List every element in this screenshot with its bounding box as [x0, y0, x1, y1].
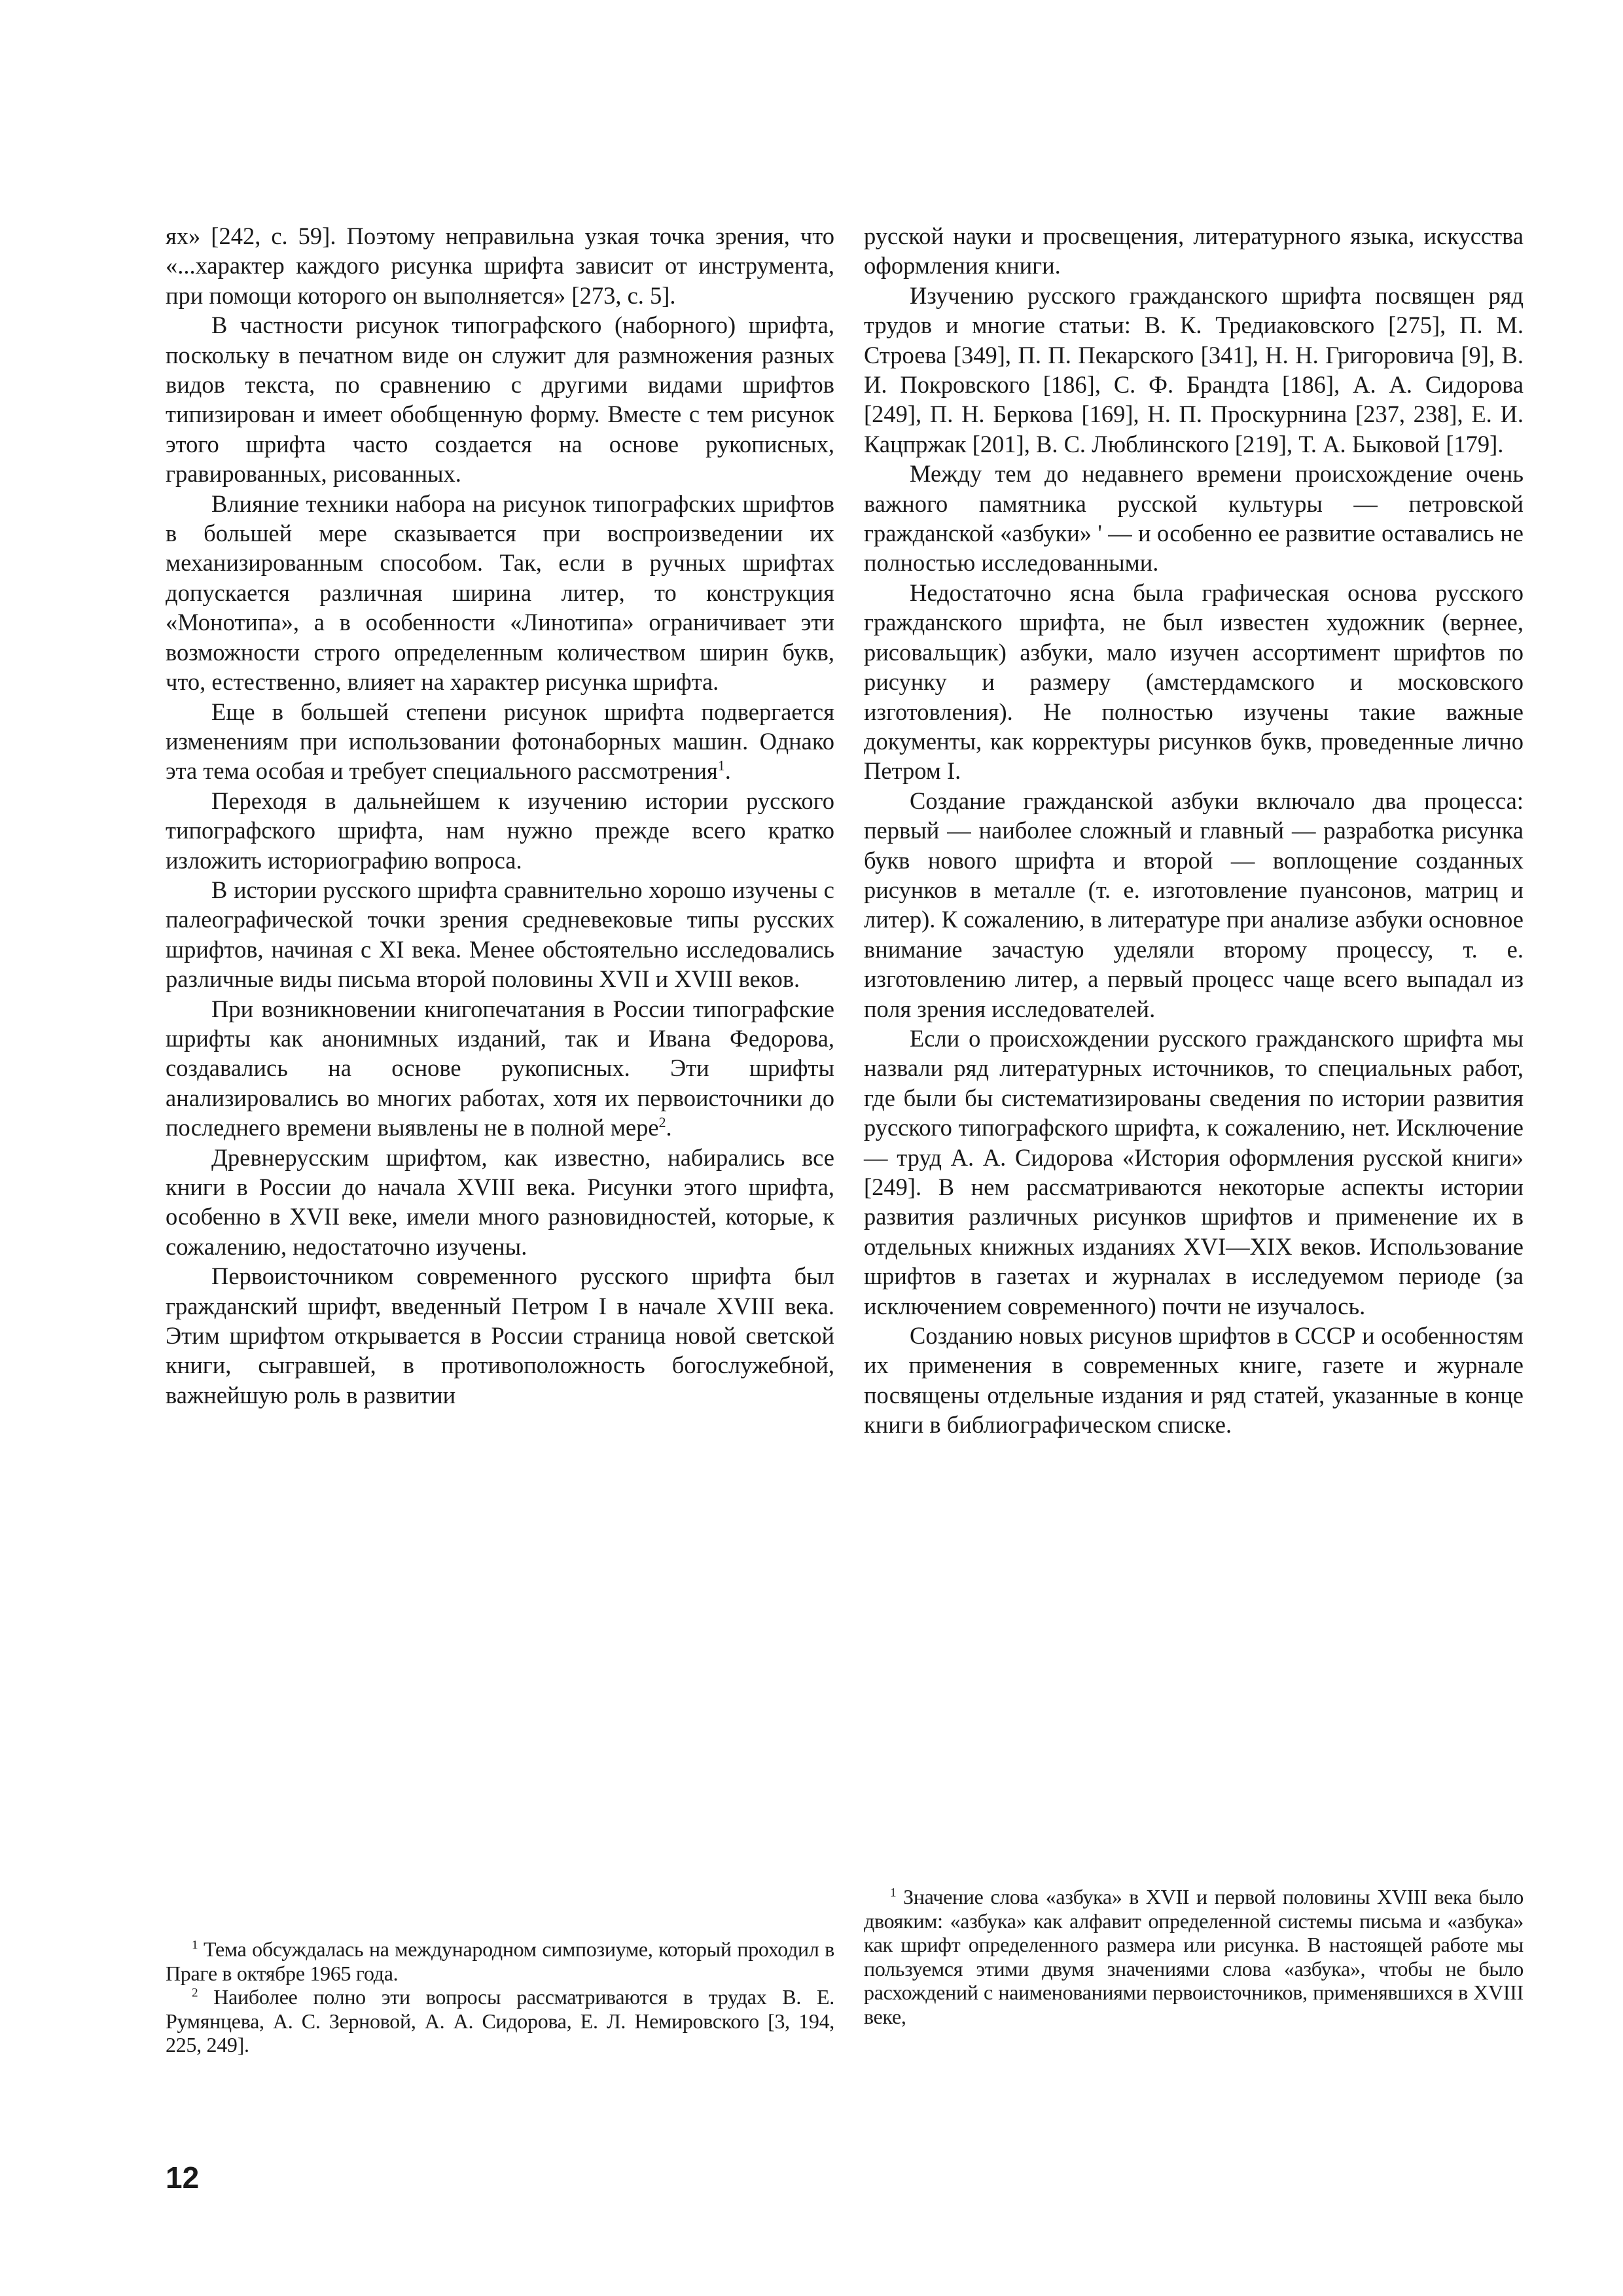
- paragraph: Создание гражданской азбуки включало два процесса: первый — наиболее сложный и главный — разработка рисунка букв нового шрифта и второй — воплощение созданных рисунков в металле (т. е. изготовление пуансонов, матриц и литер). К сожалению, в литературе при анализе азбуки основное внимание зачастую уделяли второму процессу, т. е. изготовлению литер, а первый процесс чаще всего выпадал из поля зрения исследователей.: [864, 787, 1524, 1022]
- paragraph: Древнерусским шрифтом, как известно, набирались все книги в России до начала XVIII века. Рисунки этого шрифта, особенно в XVII веке, имели много разновидностей, которые, к сожалению, недостаточно изучены.: [166, 1143, 834, 1260]
- paragraph: русской науки и просвещения, литературного языка, искусства оформления книги.: [864, 223, 1524, 279]
- footnote: [864, 1885, 1524, 2028]
- paragraph: Созданию новых рисунов шрифтов в СССР и особенностям их применения в современных книге, газете и журнале посвящены отдельные издания и ряд статей, указанные в конце книги в библиографическом списке.: [864, 1322, 1524, 1439]
- footnote-right: [864, 1885, 1524, 2028]
- paragraph-text: При возникновении книгопечатания в России типографские шрифты как анонимных изданий, так и Ивана Федорова, создавались на основе рукописных. Эти шрифты анализировались во многих работах, хотя их первоисточники до последнего времени выявлены не в полной мере: [166, 995, 834, 1141]
- paragraph: Изучению русского гражданского шрифта посвящен ряд трудов и многие статьи: В. К. Тредиаковского [275], П. М. Строева [349], П. П. Пекарского [341], Н. Н. Григоровича [9], В. И. Покровского [186], С. Ф. Брандта [186], А. А. Сидорова [249], П. Н. Беркова [169], Н. П. Проскурнина [237, 238], Е. И. Кацпржак [201], В. С. Люблинского [219], Т. А. Быковой [179].: [864, 281, 1524, 457]
- paragraph: Если о происхождении русского гражданского шрифта мы назвали ряд литературных источников, то специальных работ, где были бы систематизированы сведения по истории развития русского типографского шрифта, к сожалению, нет. Исключение — труд А. А. Сидорова «История оформления русской книги» [249]. В нем рассматриваются некоторые аспекты истории развития различных рисунков шрифтов и применение их в отдельных книжных изданиях XVI—XIX веков. Использование шрифтов в газетах и журналах в исследуемом периоде (за исключением современного) почти не изучалось.: [864, 1024, 1524, 1319]
- paragraph: Переходя в дальнейшем к изучению истории русского типографского шрифта, нам нужно прежде всего кратко изложить историографию вопроса.: [166, 787, 834, 874]
- paragraph-text: Еще в большей степени рисунок шрифта подвергается изменениям при использовании фотонаборных машин. Однако эта тема особая и требует специального рассмотрения: [166, 698, 834, 785]
- footnote: [166, 1985, 834, 2057]
- footnote-ref: 2: [658, 1114, 666, 1131]
- left-column: [166, 221, 834, 1410]
- footnote: [166, 1937, 834, 1985]
- paragraph: ях» [242, с. 59]. Поэтому неправильна узкая точка зрения, что «...характер каждого рисунка шрифта зависит от инструмента, при помощи которого он выполняется» [273, с. 5].: [166, 223, 834, 309]
- paragraph: При возникновении книгопечатания в России типографские шрифты как анонимных изданий, так и Ивана Федорова, создавались на основе рукописных. Эти шрифты анализировались во многих работах, хотя их первоисточники до последнего времени выявлены не в полной мере$^2$.: [166, 995, 834, 1141]
- footnote-mark: 1: [890, 1886, 897, 1900]
- paragraph: Недостаточно ясна была графическая основа русского гражданского шрифта, не был известен художник (вернее, рисовальщик) азбуки, мало изучен ассортимент шрифтов по рисунку и размеру (амстердамского и московского изготовления). Не полностью изучены такие важные документы, как корректуры рисунков букв, проведенные лично Петром I.: [864, 579, 1524, 785]
- footnotes-left: [166, 1937, 834, 2057]
- footnote-mark: 1: [192, 1938, 198, 1952]
- paragraph: Влияние техники набора на рисунок типографских шрифтов в большей мере сказывается при воспроизведении их механизированным способом. Так, если в ручных шрифтах допускается различная ширина литер, то конструкция «Монотипа», а в особенности «Линотипа» ограничивает эти возможности строго определенным количеством ширин букв, что, естественно, влияет на характер рисунка шрифта.: [166, 490, 834, 696]
- footnote-text: Наиболее полно эти вопросы рассматриваются в трудах В. Е. Румянцева, А. С. Зерновой, А. А. Сидорова, Е. Л. Немировского [3, 194, 225, 249].: [166, 1985, 834, 2056]
- paragraph: Еще в большей степени рисунок шрифта подвергается изменениям при использовании фотонаборных машин. Однако эта тема особая и требует специального рассмотрения$^1$.: [166, 698, 834, 785]
- page-number: 12: [166, 2161, 200, 2195]
- footnote-ref: 1: [717, 757, 725, 774]
- paragraph: Первоисточником современного русского шрифта был гражданский шрифт, введенный Петром I в начале XVIII века. Этим шрифтом открывается в России страница новой светской книги, сыгравшей, в противоположность богослужебной, важнейшую роль в развитии: [166, 1263, 834, 1408]
- right-column: [864, 221, 1524, 1440]
- paragraph: Между тем до недавнего времени происхождение очень важного памятника русской культуры — петровской гражданской «азбуки» ' — и особенно ее развитие оставались не полностью исследованными.: [864, 460, 1524, 577]
- paragraph: В частности рисунок типографского (наборного) шрифта, поскольку в печатном виде он служит для размножения разных видов текста, по сравнению с другими видами шрифтов типизирован и имеет обобщенную форму. Вместе с тем рисунок этого шрифта часто создается на основе рукописных, гравированных, рисованных.: [166, 312, 834, 488]
- footnote-mark: 2: [192, 1986, 198, 2000]
- footnote-text: Тема обсуждалась на международном симпозиуме, который проходил в Праге в октябре 1965 года.: [166, 1937, 834, 1985]
- paragraph: В истории русского шрифта сравнительно хорошо изучены с палеографической точки зрения средневековые типы русских шрифтов, начиная с XI века. Менее обстоятельно исследовались различные виды письма второй половины XVII и XVIII веков.: [166, 876, 834, 993]
- footnote-text: Значение слова «азбука» в XVII и первой половины XVIII века было двояким: «азбука» как алфавит определенной системы письма и «азбука» как шрифт определенного размера или рисунка. В настоящей работе мы пользуемся этими двумя значениями слова «азбука», чтобы не было расхождений с наименованиями первоисточников, применявшихся в XVIII веке,: [864, 1885, 1524, 2028]
